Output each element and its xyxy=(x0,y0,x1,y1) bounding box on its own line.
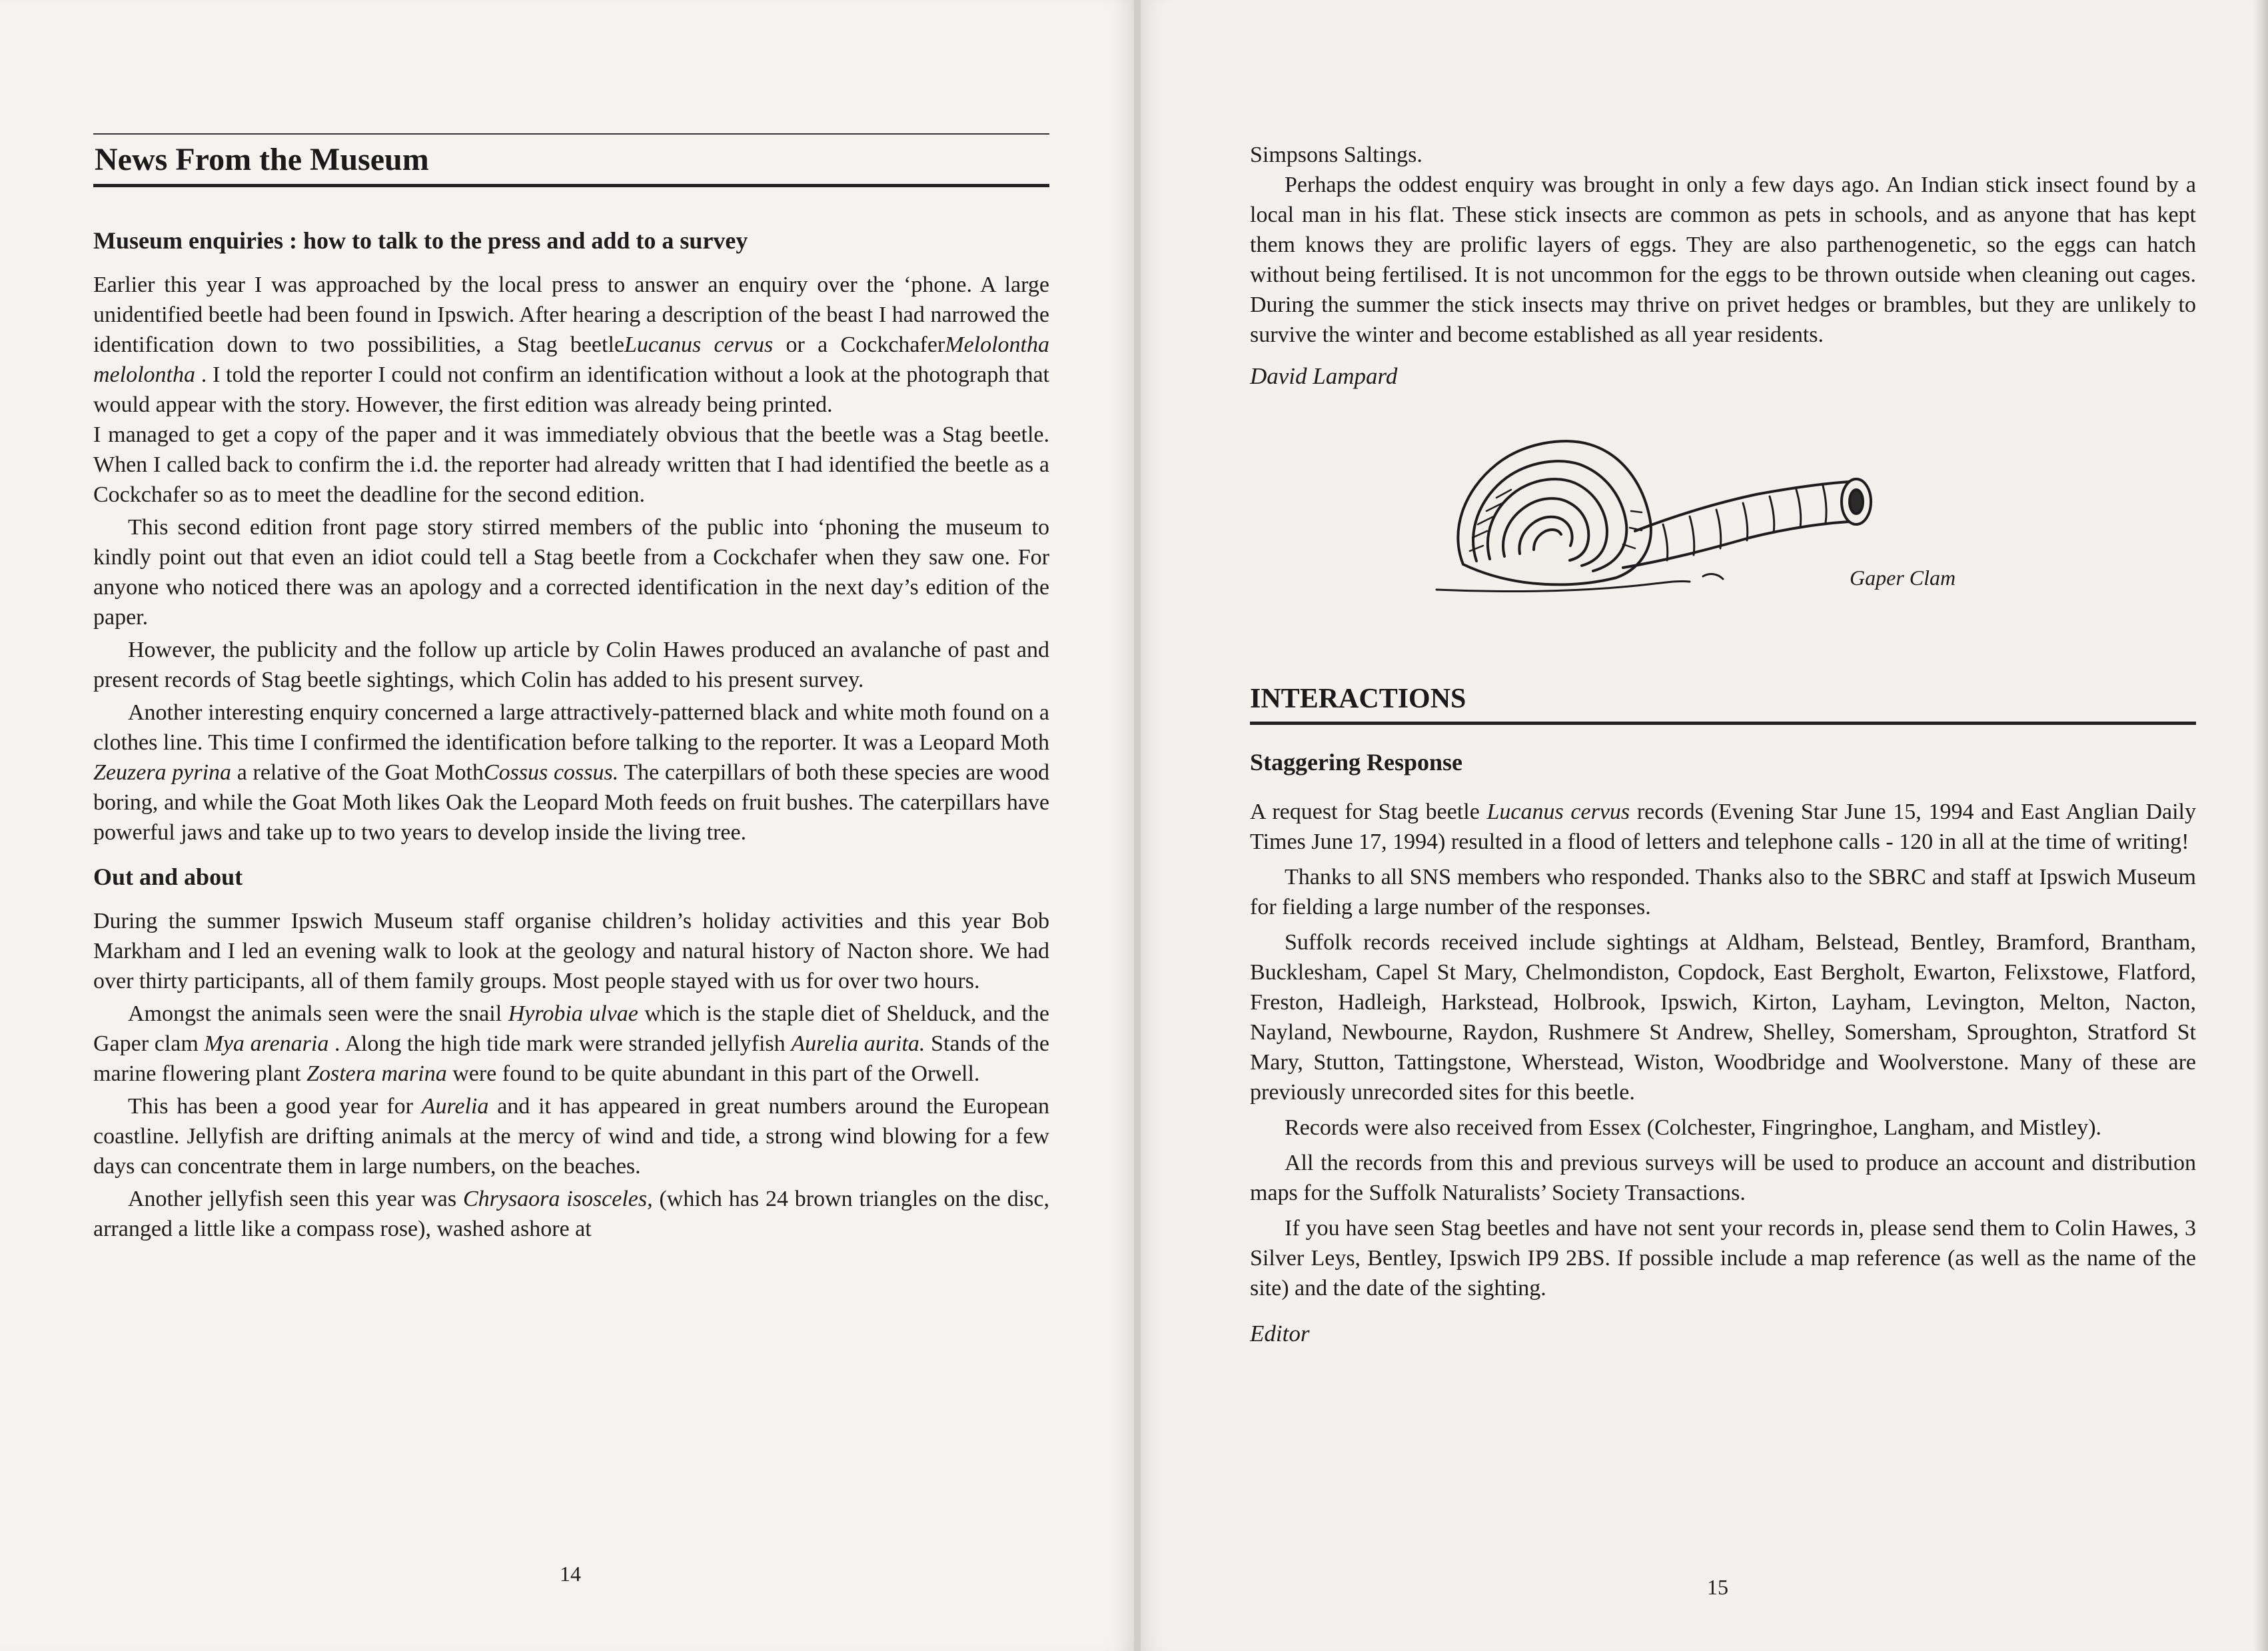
paragraph-enquiry-2: I managed to get a copy of the paper and it was immediately obvious that the beetle was a Stag beetle. When I called back to confirm the i.d. the reporter had already written that I had identified the beetle as a Cockchafer so as to meet the deadline for the second edition. xyxy=(93,422,1049,507)
paragraph-interactions-6: If you have seen Stag beetles and have not sent your records in, please send them to Colin Hawes, 3 Silver Leys, Bentley, Ipswich IP9 2BS. If possible include a map reference (as well as the name of the site) and the date of the sighting. xyxy=(1250,1216,2196,1301)
left-column xyxy=(93,133,1049,1244)
signature-editor: Editor xyxy=(1250,1321,1310,1347)
paragraph-enquiry-1: Earlier this year I was approached by the local press to answer an enquiry over the ‘phone. A large unidentified beetle had been found in Ipswich. After hearing a description of the beast I had narrowed the identification down to two possibilities, a Stag beetleLucanus cervus or a CockchaferMelolontha melolontha . I told the reporter I could not confirm an identification without a look at the photograph that would appear with the story. However, the first edition was already being printed. xyxy=(93,273,1050,417)
heading-out-and-about: Out and about xyxy=(93,863,243,890)
heading-museum-enquiries: Museum enquiries : how to talk to the press and add to a survey xyxy=(93,227,748,254)
right-column xyxy=(1250,140,2196,1349)
title-bottom-rule xyxy=(93,184,1049,187)
paragraph-interactions-3: Suffolk records received include sightings at Aldham, Belstead, Bentley, Bramford, Brantham, Bucklesham, Capel St Mary, Chelmondiston, Copdock, East Bergholt, Ewarton, Felixstowe, Flatford, Freston, Hadleigh, Harkstead, Holbrook, Ipswich, Kirton, Layham, Levington, Melton, Nacton, Nayland, Newbourne, Raydon, Rushmere St Andrew, Shelley, Somersham, Sproughton, Stratford St Mary, Stutton, Tattingstone, Wherstead, Wiston, Woodbridge and Woolverstone. Many of these are previously unrecorded sites for this beetle. xyxy=(1250,930,2196,1105)
paragraph-interactions-2: Thanks to all SNS members who responded. Thanks also to the SBRC and staff at Ipswich Museum for fielding a large number of the responses. xyxy=(1250,865,2196,919)
section-title-news: News From the Museum xyxy=(95,142,429,177)
signature-david-lampard: David Lampard xyxy=(1250,363,1398,389)
paragraph-enquiry-4: However, the publicity and the follow up article by Colin Hawes produced an avalanche of past and present records of Stag beetle sightings, which Colin has added to his present survey. xyxy=(93,638,1049,692)
title-top-rule xyxy=(93,133,1049,135)
book-gutter xyxy=(1134,0,1141,1651)
right-page xyxy=(1141,0,2268,1651)
paragraph-stick-insect: Perhaps the oddest enquiry was brought in only a few days ago. An Indian stick insect found by a local man in his flat. These stick insects are common as pets in schools, and as anyone that has kept them knows they are prolific layers of eggs. They are also parthenogenetic, so the eggs can hatch without being fertilised. It is not uncommon for the eggs to be thrown outside when cleaning out cages. During the summer the stick insects may thrive on privet hedges or brambles, but they are unlikely to survive the winter and become established as all year residents. xyxy=(1250,173,2196,347)
page-number-left: 14 xyxy=(560,1562,581,1586)
gaper-clam-figure xyxy=(1250,418,2196,644)
paragraph-interactions-5: All the records from this and previous surveys will be used to produce an account and distribution maps for the Suffolk Naturalists’ Society Transactions. xyxy=(1250,1151,2196,1205)
paragraph-interactions-1: A request for Stag beetle Lucanus cervus records (Evening Star June 15, 1994 and East Anglian Daily Times June 17, 1994) resulted in a flood of letters and telephone calls - 120 in all at the time of writing! xyxy=(1250,800,2197,854)
page-edge xyxy=(2253,0,2268,1651)
paragraph-enquiry-5: Another interesting enquiry concerned a large attractively-patterned black and white moth found on a clothes line. This time I confirmed the identification before talking to the reporter. It was a Leopard Moth Zeuzera pyrina a relative of the Goat MothCossus cossus. The caterpillars of both these species are wood boring, and while the Goat Moth likes Oak the Leopard Moth feeds on fruit bushes. The caterpillars have powerful jaws and take up to two years to develop inside the living tree. xyxy=(93,700,1049,845)
gaper-clam-icon xyxy=(1423,418,1903,618)
paragraph-outabout-2: Amongst the animals seen were the snail Hyrobia ulvae which is the staple diet of Shelduck, and the Gaper clam Mya arenaria . Along the high tide mark were stranded jellyfish Aurelia aurita. Stands of the marine flowering plant Zostera marina were found to be quite abundant in this part of the Orwell. xyxy=(93,1001,1050,1086)
paragraph-interactions-4: Records were also received from Essex (Colchester, Fingringhoe, Langham, and Mistley). xyxy=(1285,1115,2102,1140)
paragraph-enquiry-3: This second edition front page story stirred members of the public into ‘phoning the museum to kindly point out that even an idiot could tell a Stag beetle from a Cockchafer when they saw one. For anyone who noticed there was an apology and a corrected identification in the next day’s edition of the paper. xyxy=(93,515,1049,630)
paragraph-continuation-1: Simpsons Saltings. xyxy=(1250,143,1422,167)
page-number-right: 15 xyxy=(1707,1575,1728,1599)
figure-caption: Gaper Clam xyxy=(1850,566,1956,590)
paragraph-outabout-3: This has been a good year for Aurelia and it has appeared in great numbers around the European coastline. Jellyfish are drifting animals at the mercy of wind and tide, a strong wind blowing for a few days can concentrate them in large numbers, on the beaches. xyxy=(93,1094,1049,1179)
interactions-rule xyxy=(1250,722,2196,725)
heading-staggering-response: Staggering Response xyxy=(1250,749,1463,776)
section-title-interactions: INTERACTIONS xyxy=(1250,684,1466,714)
paragraph-outabout-1: During the summer Ipswich Museum staff organise children’s holiday activities and this year Bob Markham and I led an evening walk to look at the geology and natural history of Nacton shore. We had over thirty participants, all of them family groups. Most people stayed with us for over two hours. xyxy=(93,909,1049,993)
paragraph-outabout-4: Another jellyfish seen this year was Chrysaora isosceles, (which has 24 brown triangles on the disc, arranged a little like a compass rose), washed ashore at xyxy=(93,1187,1049,1241)
